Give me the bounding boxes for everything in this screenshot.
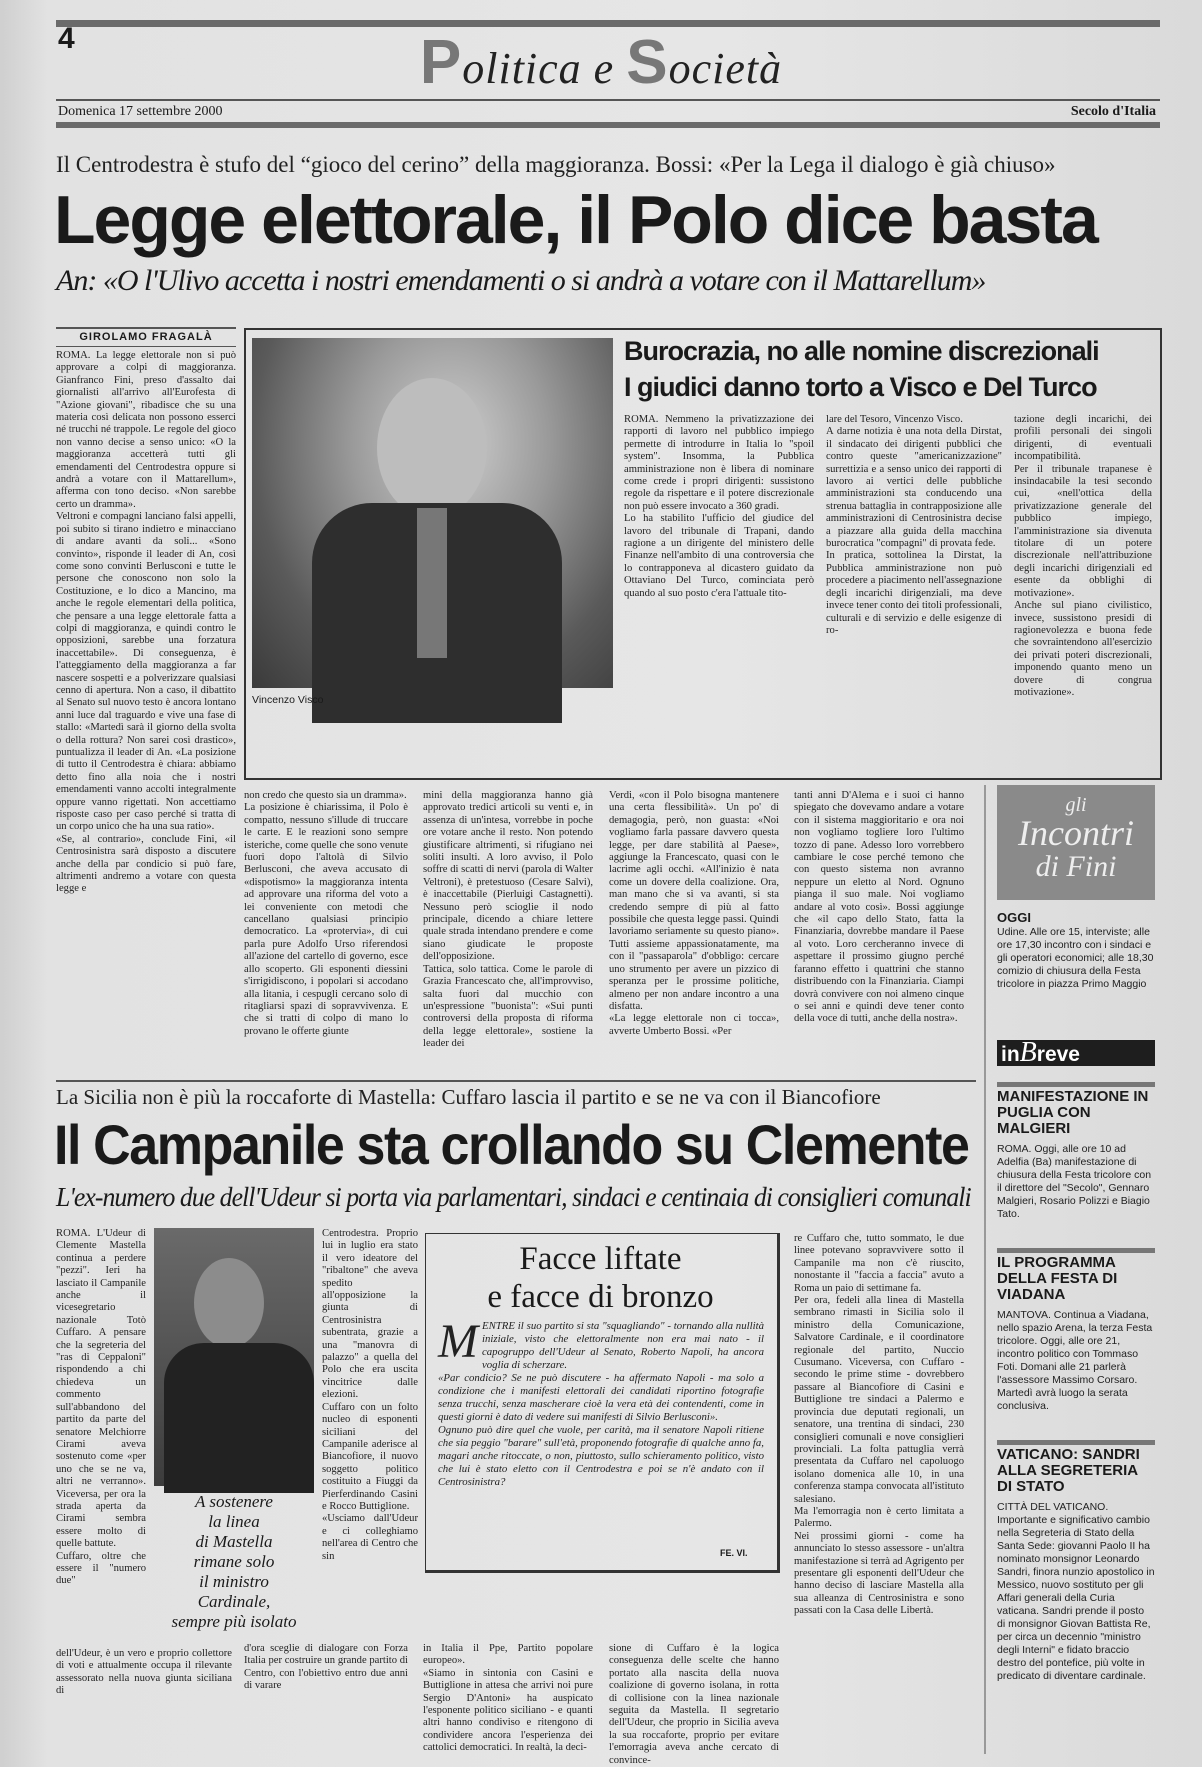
dropcap: M	[438, 1315, 478, 1368]
oggi-block: OGGI Udine. Alle ore 15, interviste; alle ore 17,30 incontro con i sindaci e gli operatori economici; alle 18,30 comizio di chiusura della Festa tricolore in piazza Primo Maggio	[997, 910, 1154, 990]
second-column-6: re Cuffaro che, tutto sommato, le due linee potevano sopravvivere sotto il Campanile ma non c'è riuscito, nonostante il "faccia a faccia" avuto a Roma un paio di settimane fa. Per ora, fedeli alla linea di Mastella sembrano rimasti in Sicilia solo il ministro della Comunicazione, Salvatore Cardinale, e il coordinatore regionale del partito, Nuccio Cusumano. Viceversa, con Cuffaro - secondo le prime stime - dovrebbero passare al Biancofiore di Casini e Buttiglione tre sindaci a Palermo e provincia due deputati regionali, un senatore, una trentina di sindaci, 230 consiglieri comunali e nove consiglieri provinciali. La folta pattuglia verrà presentata da Cuffaro nel capoluogo isolano domenica alle 10, in una conferenza stampa convocata all'istituto salesiano. Ma l'emorragia non è certo limitata a Palermo. Nei prossimi giorni - come ha annunciato lo stesso assessore - un'altra manifestazione si terrà ad Agrigento per presentare gli esponenti dell'Udeur che hanno deciso di lasciare Mastella alla sua alleanza di Centrosinistra e sono passati con la Casa delle Libertà.	[794, 1233, 964, 1617]
lead-subhead: An: «O l'Ulivo accetta i nostri emendamenti o si andrà a votare con il Mattarellum»	[56, 264, 986, 297]
portrait-head	[377, 378, 487, 518]
portrait-suit	[164, 1343, 314, 1493]
lead-column-3: mini della maggioranza hanno già approvato tredici articoli su venti e, in assenza di un'intesa, vorrebbe in poche ore votare anche il resto. Non potendo giustificare altrimenti, si rifugiano nei soliti insulti. A loro avviso, il Polo soffre di scatti di nervi (parola di Walter Veltroni), è pretestuoso (Cesare Salvi), è inaccettabile (Pierluigi Castagnetti). Nessuno però scioglie il nodo principale, dicendo a chiare lettere quale strada intendano prendere e come siano giudicate le proposte dell'opposizione. Tattica, solo tattica. Come le parole di Grazia Francescato che, all'improvviso, salta fuori dal mucchio con un'espressione "buonista": «Sui punti controversi della proposta di riforma della legge elettorale», sostiene la leader dei	[423, 790, 593, 1050]
section-title: Politica e Società	[419, 28, 783, 97]
second-subhead: L'ex-numero due dell'Udeur si porta via parlamentari, sindaci e centinaia di consiglieri comunali	[56, 1182, 971, 1212]
box-headline-1: Burocrazia, no alle nomine discrezionali	[624, 336, 1099, 366]
lead-column-2: non credo che questo sia un dramma». La posizione è chiarissima, il Polo è compatto, nessuno s'illude di truccare le carte. E le reazioni sono sempre isteriche, come quelle che sono venute fuori dopo l'altolà di Silvio Berlusconi, che aveva accusato di «dispotismo» la maggioranza intenta ad approvare una riforma del voto a lei conveniente con metodi che cancellano qualsiasi principio democratico. La «protervia», di cui parla pure Adolfo Urso riferendosi all'azione del cartello di governo, esce allo scoperto. Gli esponenti diessini s'irrigidiscono, i popolari si accodano alla litania, i cespugli cercano solo di ritagliarsi spazi di sopravvivenza. E che si tratti di colpo di mano lo provano le offerte giunte	[244, 790, 408, 1037]
rule	[56, 1080, 976, 1082]
breve-item: VATICANO: SANDRI ALLA SEGRETERIA DI STATO CITTÀ DEL VATICANO. Importante e significativo cambio nella Segreteria di Stato della Santa Sede: giovanni Paolo II ha nominato monsignor Leonardo Sandri, finora nunzio apostolico in Messico, nuovo sostituto per gli Affari generali della Curia vaticana. Sandri prende il posto di monsignor Giovan Battista Re, per circa un decennio "ministro degli Interni" e fidato braccio destro del pontefice, più volte in predicato di diventare cardinale.	[997, 1440, 1155, 1683]
byline: GIROLAMO FRAGALÀ	[79, 331, 213, 343]
lead-column-4: Verdi, «con il Polo bisogna mantenere una certa flessibilità». Un po' di demagogia, però, non guasta: «Noi vogliamo farla passare davvero questa legge, per dare stabilità al Paese», aggiunge la Francescato, quasi con le lacrime agli occhi. «All'inizio è nata come un dovere della coalizione. Ora, man mano che si va avanti, si sta credendo sempre di più al fatto possibile che questa legge passi. Quindi lavoriamo seriamente su questo piano». Tutti assieme appassionatamente, ma con il "passaparola" d'obbligo: cercare uno strumento per avere un pizzico di speranza per le prossime politiche, almeno per non andare incontro a una disfatta. «La legge elettorale non ci tocca», avverte Umberto Bossi. «Per	[609, 790, 779, 1037]
second-column-5: sione di Cuffaro è la logica conseguenza delle scelte che hanno portato alla nascita della nuova coalizione di governo isolana, in rotta di collisione con la linea nazionale seguita da Mastella. Il segretario dell'Udeur, che proprio in Sicilia aveva la sua roccaforte, proprio per evitare l'emorragia aveva anche cercato di convince-	[609, 1643, 779, 1766]
sidebar-divider	[984, 785, 986, 1754]
portrait-head	[194, 1258, 264, 1348]
top-rule	[56, 20, 1160, 27]
page-number: 4	[58, 22, 75, 55]
facce-signature: FE. VI.	[720, 1548, 748, 1558]
rule	[56, 346, 236, 347]
newspaper-name: Secolo d'Italia	[1070, 104, 1156, 119]
box-column-1: ROMA. Nemmeno la privatizzazione dei rapporti di lavoro nel pubblico impiego permette di introdurre in Italia lo "spoil system". Insomma, la Pubblica amministrazione non è libera di nominare come crede i propri dirigenti: sussistono regole da rispettare e il potere discrezionale non può essere invocato a 360 gradi. Lo ha stabilito l'ufficio del giudice del lavoro del tribunale di Trapani, dando ragione a un dirigente del ministero delle Finanze nell'ambito di una controversia che lo contrapponeva al dicastero guidato da Ottaviano Del Turco, cominciata però quando al suo posto c'era l'attuale tito-	[624, 414, 814, 599]
in-breve-logo: inBreve	[997, 1040, 1155, 1066]
breve-item: MANIFESTAZIONE IN PUGLIA CON MALGIERI ROMA. Oggi, alle ore 10 ad Adelfia (Ba) manifestazione di chiusura della Festa tricolore con il direttore del "Secolo", Gennaro Malgieri, Rosario Polizzi e Biagio Tato.	[997, 1082, 1155, 1221]
rule	[56, 99, 1160, 101]
second-column-1-cont: dell'Udeur, è un vero e proprio collettore di voti e attualmente occupa il rilevante assessorato nella nuova giunta siciliana di	[56, 1648, 232, 1697]
photo-cardinale	[154, 1228, 314, 1486]
second-column-2: Centrodestra. Proprio lui in luglio era stato il vero ideatore del "ribaltone" che aveva spedito all'opposizione la giunta di Centrosinistra subentrata, grazie a una "manovra di palazzo" a quella del Polo che era uscita vincitrice dalle elezioni. Cuffaro con un folto nucleo di esponenti siciliani del Campanile aderisce al Biancofiore, il nuovo soggetto politico costituito a Fiuggi da Pierferdinando Casini e Rocco Buttiglione. «Usciamo dall'Udeur e ci colleghiamo nell'area di Centro che sin	[322, 1228, 418, 1562]
second-headline: Il Campanile sta crollando su Clemente	[54, 1113, 969, 1176]
second-kicker: La Sicilia non è più la roccaforte di Mastella: Cuffaro lascia il partito e se ne va con il Biancofiore	[56, 1085, 881, 1109]
lead-column-1: ROMA. La legge elettorale non si può approvare a colpi di maggioranza. Gianfranco Fini, preso d'assalto dai giornalisti all'arrivo all'Eurofesta di "Azione giovani", ribadisce che su una materia così delicata non possono esserci né trucchi né trappole. Le regole del gioco non vanno decise a senso unico: «O la maggioranza accetterà tutti gli emendamenti del Centrodestra oppure si andrà a votare con il Mattarellum», afferma con tono deciso. «Non sarebbe certo un dramma». Veltroni e compagni lanciano falsi appelli, poi subito si tirano indietro e minacciano di andare avanti da soli... «Sono convinto», risponde il leader di An, così come sono convinti Berlusconi e tutte le persone che conoscono non solo la Costituzione, e lo dico a Mancino, ma anche le regole elementari della politica, che pensare a una legge elettorale fatta a colpi di maggioranza, e quindi contro le opposizioni, sarebbe una forzatura inaccettabile». Di conseguenza, è l'atteggiamento della maggioranza a far nascere sospetti e a polverizzare qualsiasi cenno di apertura. Non a caso, il dibattito al Senato sul nuovo testo è ancora lontano anni luce dal traguardo e vive una fase di stallo: «Martedì sarà il giorno della svolta o della rottura? Non sarei così drastico», puntualizza il leader di An. «La posizione di tutto il Centrodestra è chiara: abbiamo detto fino alla noia che i nostri emendamenti vanno accolti integralmente oppure vanno rigettati. Non accettiamo risposte caso per caso perché si tratta di un corpo unico che ha una sua ratio». «Se, al contrario», conclude Fini, «il Centrosinistra sarà disposto a discutere anche della par condicio si può fare, altrimenti andremo a votare con questa legge e	[56, 350, 236, 895]
box-column-3: tazione degli incarichi, dei profili personali dei singoli dirigenti, di eventuali incompatibilità. Per il tribunale trapanese è insindacabile la tesi secondo cui, «nell'ottica della privatizzazione generale del pubblico impiego, l'amministrazione sia divenuta titolare di un potere discrezionale nell'attribuzione degli incarichi dirigenziali ed esente da obblighi di motivazione». Anche sul piano civilistico, invece, sussistono presidi di ragionevolezza e buona fede che sovraintendono all'esercizio dei privati poteri discrezionali, imponendo quanto meno un dovere di congrua motivazione».	[1014, 414, 1152, 698]
photo-caption: A sostenere la linea di Mastella rimane solo il ministro Cardinale, sempre più isolato	[171, 1492, 297, 1631]
facce-text: ENTRE il suo partito si sta "squagliando" - tornando alla nullità iniziale, visto che elettoralmente non era mai nato - il capogruppo dell'Udeur al Senato, Roberto Napoli, ha ancora voglia di scherzare. «Par condicio? Se ne può discutere - ha affermato Napoli - ma solo a condizione che i manifesti elettorali dei candidati riportino fotografie senza trucchi, senza mascherare cioè la vera età dei contendenti, come in questi giorni è dato di vedere sui manifesti di Silvio Berlusconi». Ognuno può dire quel che vuole, per carità, ma il senatore Napoli ritiene che sia peggio "barare" sull'età, proponendo fotografie di qualche anno fa, magari anche ritoccate, o non, piuttosto, sullo schieramento politico, visto che lui è stato eletto con il Centrodestra e poi se n'è andato con il Centrosinistra?	[438, 1320, 764, 1488]
box-column-2: lare del Tesoro, Vincenzo Visco. A darne notizia è una nota della Dirstat, il sindacato dei dirigenti pubblici che contro queste "americanizzazione" surrettizia e a senso unico dei rapporti di lavoro ai vertici delle pubbliche amministrazioni sta conducendo una strenua battaglia in contrapposizione alle amministrazioni di Centrosinistra decise a piazzare alla guida della macchina burocratica "compagni" di provata fede. In pratica, sottolinea la Dirstat, la Pubblica amministrazione non può procedere a piacimento nell'assegnazione degli incarichi dirigenziali, ma deve invece tener conto dei titoli professionali, culturali e di servizio e delle esigenze di ro-	[826, 414, 1002, 636]
breve-item: IL PROGRAMMA DELLA FESTA DI VIADANA MANTOVA. Continua a Viadana, nello spazio Arena, la terza Festa tricolore. Oggi, alle ore 21, incontro politico con Tommaso Foti. Domani alle 21 parlerà l'assessore Massimo Corsaro. Martedì avrà luogo la serata conclusiva.	[997, 1248, 1155, 1413]
facce-body	[438, 1315, 764, 1542]
lead-column-5: tanti anni D'Alema e i suoi ci hanno spiegato che dovevamo andare a votare con il sistema maggioritario e ora noi non vogliamo togliere loro l'ultimo tozzo di pane. Adesso loro vorrebbero cambiare le cose perché temono che con questo sistema non avranno neppure un eletto al Nord. Ognuno pianga il suo male. Noi vogliamo andare al voto così». Bossi aggiunge che «il capo dello Stato, fatta la Finanziaria, dovrebbe mandare il Paese al voto. Loro cercheranno invece di aspettare il prossimo giugno perché faranno effetto i quattrini che stanno distribuendo con la Finanziaria. Ciampi dovrà convivere con noi almeno cinque o sei anni e quindi deve tener conto della voce di tutti, anche della nostra».	[794, 790, 964, 1025]
issue-date: Domenica 17 settembre 2000	[58, 104, 223, 119]
box-headline-2: I giudici danno torto a Visco e Del Turco	[624, 372, 1097, 402]
photo-caption: Vincenzo Visco	[252, 694, 324, 706]
incontri-di-fini-logo: gli Incontri di Fini	[997, 785, 1155, 900]
rule	[56, 122, 1160, 128]
photo-vincenzo-visco	[252, 338, 613, 688]
second-column-1: ROMA. L'Udeur di Clemente Mastella continua a perdere "pezzi". Ieri ha lasciato il Campanile anche il vicesegretario nazionale Totò Cuffaro. A pensare che la segreteria del "ras di Ceppaloni" rispondendo a chi chiedeva un commento sull'abbandono del partito da parte del senatore Melchiorre Cirami aveva sostenuto come «per uno che se ne va, altri ne verranno». Viceversa, per ora la strada aperta da Cirami sembra essere molto di quelle battute. Cuffaro, oltre che essere il "numero due"	[56, 1228, 146, 1587]
lead-headline: Legge elettorale, il Polo dice basta	[54, 182, 1097, 258]
portrait-tie	[417, 508, 447, 658]
rule	[56, 327, 236, 329]
facce-title-2: e facce di bronzo	[487, 1279, 714, 1315]
second-column-3: d'ora sceglie di dialogare con Forza Italia per costruire un grande partito di Centro, con l'obiettivo entro due anni di varare	[244, 1643, 408, 1692]
second-column-4: in Italia il Ppe, Partito popolare europeo». «Siamo in sintonia con Casini e Buttiglione in attesa che arrivi noi pure Sergio D'Antoni» ha auspicato l'esponente politico siciliano - e quanti altri hanno condiviso e ritengono di condividere ancora l'esperienza dei cattolici democratici. In realtà, la deci-	[423, 1643, 593, 1754]
lead-kicker: Il Centrodestra è stufo del “gioco del cerino” della maggioranza. Bossi: «Per la Lega il dialogo è già chiuso»	[56, 152, 1056, 177]
facce-title-1: Facce liftate	[519, 1241, 682, 1277]
